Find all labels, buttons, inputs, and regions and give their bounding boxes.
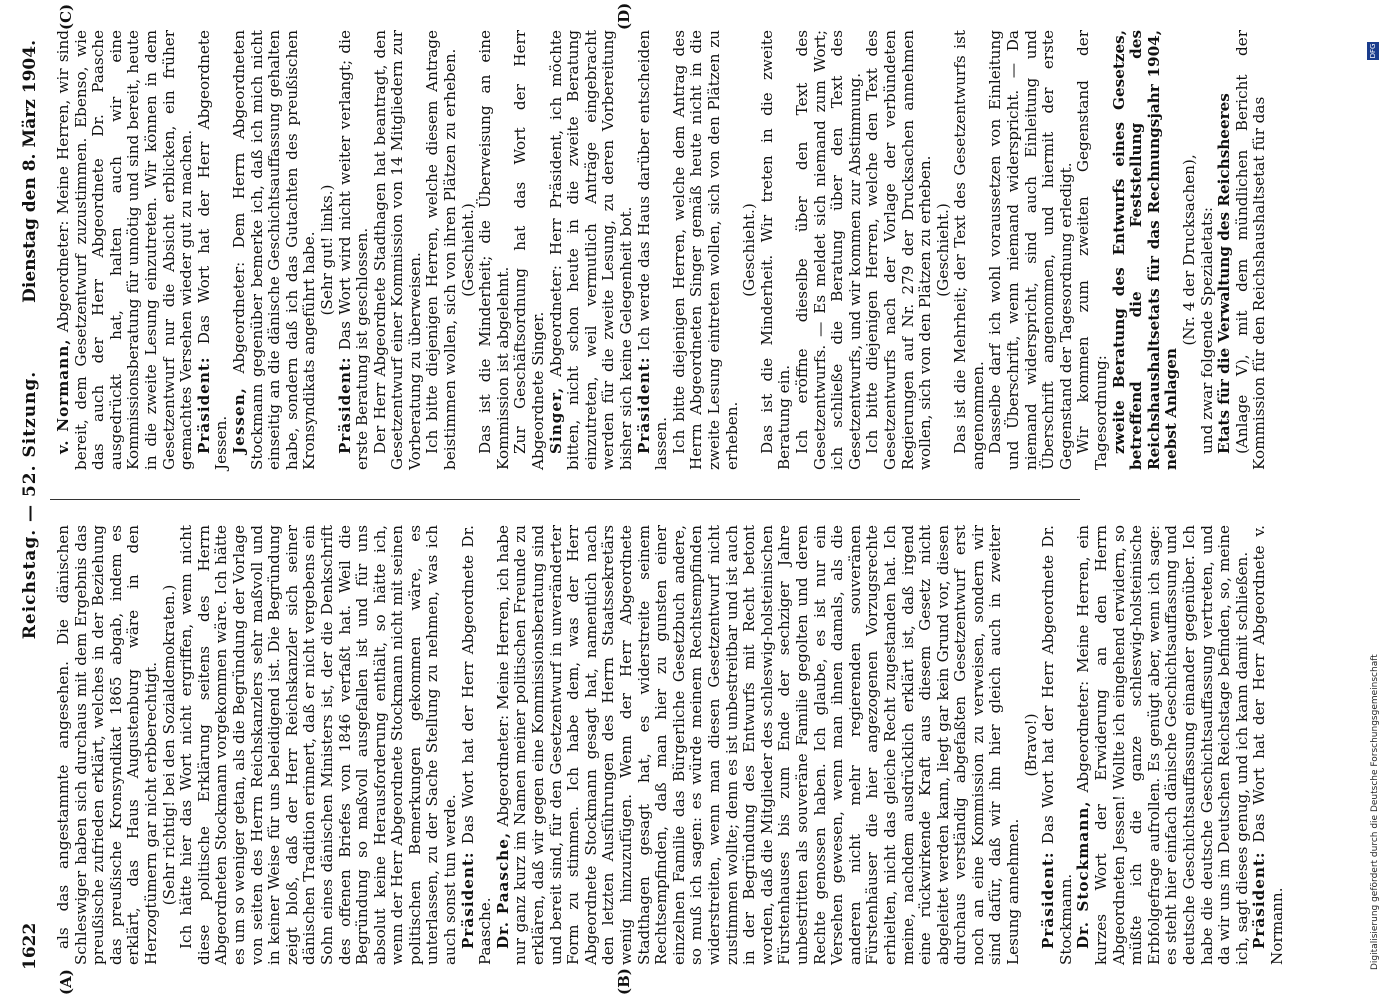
paragraph-text: und zwar folgende Spezialetats:	[1197, 207, 1216, 454]
paragraph-text: (Geschieht.)	[933, 203, 952, 297]
paragraph-text: Abgeordneter: Meine Herren, wir sind bereit, dem Gesetzentwurf zuzustimmen. Ebenso, wie das auch der Herr Abgeordnete Dr. Paasche ausgedrückt hat, halten auch wir eine Kommissionsberatung für unnötig und sind bereit, heute in die zweite Lesung einzutreten. Wir können in dem Gesetzentwurf nur die Absicht erblicken, ein früher gemachtes Versehen wieder gut zu machen.	[54, 30, 196, 470]
paragraph	[1111, 30, 1181, 470]
paragraph-text: Dasselbe darf ich wohl voraussetzen von Einleitung und Überschrift, wenn niemand widerspricht. — Da niemand widerspricht, sind auch Einleitung und Überschrift angenommen, und hiermit der erste Gegenstand der Tagesordnung erledigt.	[986, 30, 1075, 470]
paragraph-text: Ich eröffne dieselbe über den Text des Gesetzentwurfs. — Es meldet sich niemand zum Wort; ich schließe die Beratung über den Text des Gesetzentwurfs, und wir kommen zur Abstimmung.	[792, 30, 864, 470]
speaker-name: Präsident:	[634, 356, 653, 454]
paragraph-text: Abgeordneter: Meine Herren, ich habe nur ganz kurz im Namen meiner politischen Freunde zu erklären, daß wir gegen eine Kommissionsberatung sind und bereit sind, für den Gesetzentwurf in unveränderter Form zu stimmen. Ich habe dem, was der Herr Abgeordnete Stockmann gesagt hat, namentlich nach den letzten Ausführungen des Herrn Staatssekretärs wenig hinzuzufügen. Wenn der Herr Abgeordnete Stadthagen gesagt hat, es widerstreite seinem Rechtsempfinden, daß man hier zu gunsten einer einzelnen Familie das Bürgerliche Gesetzbuch andere, so muß ich sagen: es würde meinem Rechtsempfinden widerstreiten, wenn man diesen Gesetzentwurf nicht zustimmen wollte; denn es ist unbestreitbar und ist auch in der Begründung des Entwurfs mit Recht betont worden, daß die Mitglieder des schleswig-holsteinischen Fürstenhauses bis zum Ende der sechziger Jahre unbestritten als souveräne Familie gegolten und deren Rechte genossen haben. Ich glaube, es ist nur ein Versehen gewesen, wenn man ihnen damals, als die anderen nicht mehr regierenden souveränen Fürstenhäuser die hier angezogenen Vorzugsrechte erhielten, nicht das gleiche Recht zugestanden hat. Ich meine, nachdem ausdrücklich erklärt ist, daß irgend eine rückwirkende Kraft aus diesem Gesetz nicht abgeleitet werden kann, liegt gar kein Grund vor, diesen durchaus verständig abgefaßten Gesetzentwurf erst noch an eine Kommission zu verweisen, sondern wir sind dafür, daß wir ihn hier gleich auch in zweiter Lesung annehmen.	[493, 524, 1023, 965]
paragraph	[741, 30, 759, 470]
paragraph-text: Das Wort hat der Herr Abgeordnete Dr. Stockmann.	[1039, 525, 1075, 965]
paragraph	[55, 525, 161, 965]
paragraph	[987, 30, 1075, 470]
paragraph-text: (Sehr gut! links.)	[317, 184, 336, 316]
speaker-name: Singer,	[546, 386, 565, 454]
paragraph-text: Ich bitte diejenigen Herren, welche diesem Antrage beistimmen wollen, sich von ihren Plätzen zu erheben.	[423, 30, 460, 470]
paragraph	[1075, 525, 1251, 965]
paragraph	[319, 30, 337, 470]
paragraph	[495, 525, 1023, 965]
paragraph-text: zweite Beratung des Entwurfs eines Gesetzes, betreffend die Feststellung des Reichshaushaltsetats für das Rechnungsjahr 1904, nebst Anlagen	[1109, 30, 1181, 470]
paragraph-text: Wir kommen zum zweiten Gegenstand der Tagesordnung:	[1074, 30, 1111, 470]
paragraph	[231, 30, 319, 470]
paragraph	[161, 525, 179, 965]
paragraph-text: Ich bitte diejenigen Herren, welche dem Antrag des Herrn Abgeordneten Singer gemäß heute nicht in die zweite Lesung eintreten wollen, sich von den Plätzen zu erheben.	[669, 30, 741, 470]
paragraph	[935, 30, 953, 470]
margin-marker-d: (D)	[615, 2, 633, 30]
left-column	[55, 525, 1287, 965]
paragraph	[424, 30, 459, 470]
paragraph-text: Das Wort hat der Herr Abgeordnete Jessen.	[194, 30, 231, 470]
paragraph	[864, 30, 934, 470]
paragraph	[55, 30, 196, 470]
session-title: Reichstag. — 52. Sitzung.	[20, 370, 40, 640]
dfg-logo: DFG	[1369, 43, 1377, 59]
column-divider	[50, 499, 1080, 500]
paragraph	[1251, 525, 1286, 965]
paragraph	[477, 30, 512, 470]
paragraph-text: Das ist die Mehrheit; der Text des Gesetzentwurfs ist angenommen.	[951, 30, 987, 470]
paragraph-text: Abgeordneter: Herr Präsident, ich möchte bitten, nicht schon heute in die zweite Beratung einzutreten, weil vermutlich Anträge eingebracht werden für die zweite Lesung, zu deren Vorbereitung bisher sich keine Gelegenheit bot.	[546, 30, 635, 470]
paragraph-text: (Geschieht.)	[458, 203, 477, 297]
speaker-name: Dr. Stockmann,	[1074, 800, 1093, 949]
paragraph-text: (Sehr richtig! bei den Sozialdemokraten.)	[159, 584, 178, 906]
paragraph	[671, 30, 741, 470]
paragraph-text: Ich hätte hier das Wort nicht ergriffen, wenn nicht diese politische Erklärung seitens des Herrn Abgeordneten Stockmann vorgekommen wäre. Ich hätte es um so weniger getan, als die Begründung der Vorlage von seiten des Herrn Reichskanzlers sehr maßvoll und in keiner Weise für uns beleidigend ist. Die Begründung zeigt bloß, daß der Herr Reichskanzler sich seiner dänischen Tradition erinnert, daß er nicht vergebens ein Sohn eines dänischen Ministers ist, der die Denkschrift des offenen Briefes von 1846 verfaßt hat. Weil die Begründung so maßvoll ausgefallen ist und für uns absolut keine Herausforderung enthält, so hätte ich, wenn der Herr Abgeordnete Stockmann nicht mit seinen politischen Bemerkungen gekommen wäre, es unterlassen, zu der Sache Stellung zu nehmen, was ich auch sonst tun werde.	[177, 525, 460, 965]
paragraph	[952, 30, 987, 470]
paragraph	[1199, 30, 1217, 470]
paragraph	[636, 30, 671, 470]
paragraph	[196, 30, 231, 470]
paragraph-text: Etats für die Verwaltung des Reichsheeres	[1215, 93, 1234, 454]
paragraph-text: Das Wort hat der Herr Abgeordnete v. Normann.	[1250, 524, 1286, 965]
speaker-name: Präsident:	[1039, 851, 1058, 949]
paragraph	[1234, 30, 1269, 470]
paragraph-text: Zur Geschäftsordnung hat das Wort der Herr Abgeordnete Singer.	[511, 30, 548, 470]
paragraph	[794, 30, 864, 470]
speaker-name: Präsident:	[1250, 851, 1269, 949]
funding-credit: Digitalisierung gefördert durch die Deutsche Forschungsgemeinschaft	[1370, 654, 1380, 970]
speaker-name: Dr. Paasche,	[493, 831, 512, 949]
paragraph	[1075, 30, 1110, 470]
paragraph	[460, 525, 495, 965]
session-date: Dienstag den 8. März 1904.	[20, 40, 40, 303]
right-column	[55, 30, 1269, 470]
speaker-name: Präsident:	[458, 851, 477, 949]
paragraph	[1023, 525, 1041, 965]
paragraph	[1216, 30, 1234, 470]
paragraph-text: Ich werde das Haus darüber entscheiden lassen.	[634, 30, 671, 470]
paragraph-text: (Geschieht.)	[740, 203, 759, 297]
speaker-name: Präsident:	[335, 356, 354, 454]
paragraph-text: (Anlage V), mit dem mündlichen Bericht der Kommission für den Reichshaushaltsetat für das	[1232, 30, 1269, 470]
paragraph-text: Ich bitte diejenigen Herren, welche den Text des Gesetzentwurfs nach der Vorlage der verbündeten Regierungen auf Nr. 279 der Drucksachen annehmen wollen, sich von den Plätzen zu erheben.	[863, 30, 935, 470]
paragraph	[512, 30, 547, 470]
paragraph	[759, 30, 794, 470]
paragraph-text: als das angestammte angesehen. Die dänischen Schleswiger haben sich durchaus mit dem Ergebnis das preußische zufrieden erklärt, welches in der Beziehung das preußische Kronsyndikat 1865 abgab, indem es erklärt, das Haus Augustenburg wäre in den Herzogtümern gar nicht erbberechtigt.	[54, 525, 160, 965]
paragraph-text: Abgeordneter: Meine Herren, ein kurzes Wort der Erwiderung an den Herrn Abgeordneten Jessen! Wollte ich eingehend erwidern, so müßte ich die ganze schleswig-holsteinische Erbfolgefrage aufrollen. Es genügt aber, wenn ich sage: es steht hier einfach dänische Geschichtsauffassung und deutsche Geschichtsauffassung einander gegenüber. Ich habe die deutsche Geschichtsauffassung vertreten, und da wir uns im Deutschen Reichstage befinden, so, meine ich, sagt dieses genug, und ich kann damit schließen.	[1074, 524, 1251, 965]
page-number: 1622	[20, 922, 40, 970]
paragraph-text: (Bravo!)	[1021, 713, 1040, 777]
paragraph	[548, 30, 636, 470]
paragraph-text: Abgeordneter: Dem Herrn Abgeordneten Stockmann gegenüber bemerke ich, daß ich mich nicht einseitig an die dänische Geschichtsauffassung gehalten habe, sondern daß ich das Gutachten des preußischen Kronsyndikats angeführt habe.	[229, 29, 319, 470]
paragraph	[460, 30, 478, 470]
paragraph-text: Das ist die Minderheit. Wir treten in die zweite Beratung ein.	[757, 30, 794, 470]
paragraph-text: Das ist die Minderheit; die Überweisung an eine Kommission ist abgelehnt.	[476, 30, 512, 470]
paragraph-text: Der Herr Abgeordnete Stadthagen hat beantragt, den Gesetzentwurf einer Kommission von 14 Mitgliedern zur Vorberatung zu überweisen.	[370, 30, 424, 470]
paragraph	[372, 30, 425, 470]
margin-marker-c: (C)	[57, 3, 75, 30]
paragraph-text: Das Wort hat der Herr Abgeordnete Dr. Paasche.	[458, 525, 495, 965]
paragraph	[337, 30, 372, 470]
margin-marker-a: (A)	[57, 969, 75, 995]
margin-marker-b: (B)	[615, 968, 633, 995]
speaker-name: Präsident:	[194, 356, 213, 454]
paragraph-text: Das Wort wird nicht weiter verlangt; die erste Beratung ist geschlossen.	[335, 30, 372, 470]
paragraph	[1181, 30, 1199, 470]
paragraph-text: (Nr. 4 der Drucksachen),	[1180, 154, 1198, 346]
paragraph	[1040, 525, 1075, 965]
speaker-name: Jessen,	[229, 387, 248, 454]
speaker-name: v. Normann,	[54, 338, 72, 454]
page-header	[20, 40, 46, 970]
paragraph	[178, 525, 460, 965]
